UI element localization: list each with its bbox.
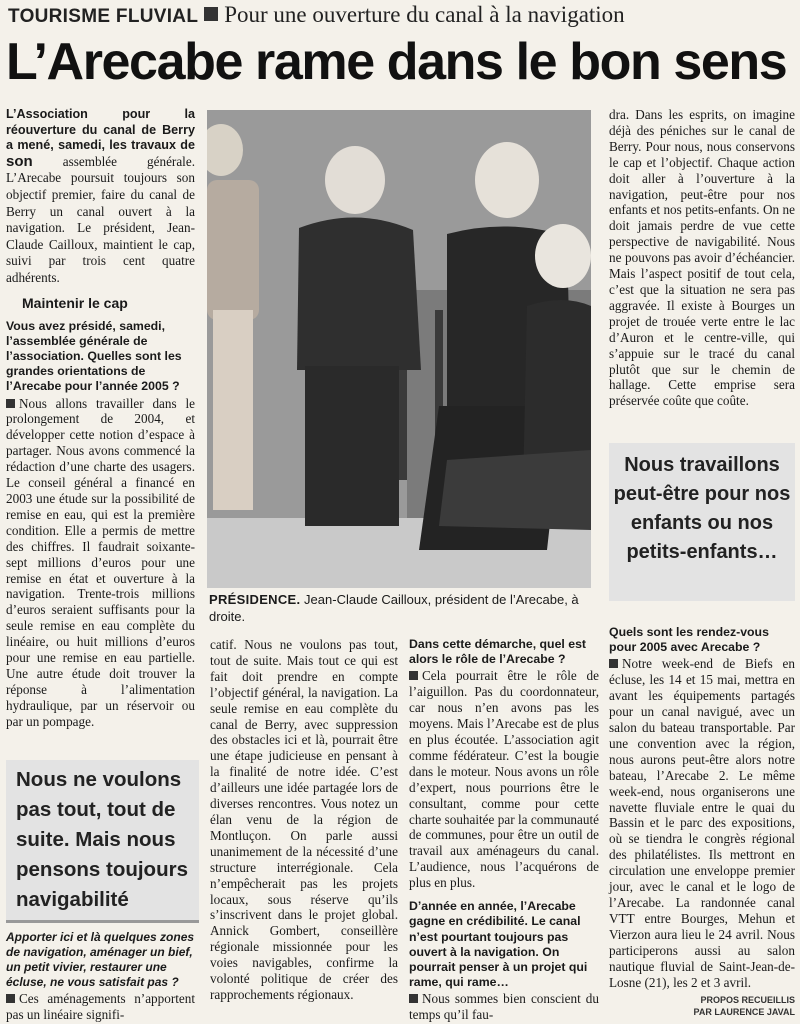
column-1-bottom: [6, 930, 195, 1024]
credit-line-1: PROPOS RECUEILLIS: [700, 995, 795, 1005]
answer-5: Notre week-end de Biefs en écluse, les 14 et 15 mai, mettra en avant les équipements partagés pour un canal navigué, avec un salon du bateau transportable. Par une convention avec la région, nous aurons peut-être alors notre bateau, l’Arecabe 2. Le même week-end, nous organiserons une navette fluviale entre le quai du Bassin et le parc des expositions, où se tiendra le congrès régional des philatélistes. Ils mettront en circulation une enveloppe premier jour, avec le canal et le logo de l’Arecabe. La randonnée canal VTT entre Bourges, Mehun et Vierzon aura lieu le 24 avril. Nous participerons aussi au salon nautique fluvial de Saint-Jean-de-Losne (21), les 2 et 3 avril.: [609, 656, 795, 990]
answer-4: Nous sommes bien conscient du temps qu’il fau-: [409, 991, 599, 1023]
square-bullet-icon: [609, 659, 618, 668]
column-3: [409, 637, 599, 1024]
section-tag: TOURISME FLUVIAL: [8, 6, 199, 27]
column-4-text: dra. Dans les esprits, on imagine déjà des péniches sur le canal de Berry. Pour nous, nous conservons le cap et l’objectif. Chaque action doit aller à l’ouverture à la navigation, peut-être pour nos enfants et nos petits-enfants. On ne doit jamais perdre de vue cette perspective de navigabilité. Nous ne pouvons pas avoir d’échéancier. Mais l’aspect positif de tout cela, c’est que la situation ne sera pas aggravée. Il existe à Bourges un projet de trouée verte entre le lac d’Auron et le centre-ville, qui s’appuie sur le tracé du canal plutôt que sur le chemin de hallage. Cette emprise sera préservée coûte que coûte.: [609, 107, 795, 409]
answer-2: Ces aménagements n’apportent pas un linéaire signifi-: [6, 991, 195, 1022]
credit-line-2: PAR LAURENCE JAVAL: [693, 1007, 795, 1017]
square-bullet-icon: [409, 671, 418, 680]
pull-quote-2: Nous travaillons peut-être pour nos enfants ou nos petits-enfants…: [609, 443, 795, 601]
photo-four-men: [207, 110, 591, 588]
square-bullet-icon: [409, 994, 418, 1003]
question-4: D’année en année, l’Arecabe gagne en crédibilité. Le canal n’est pourtant toujours pas ouvert à la navigation. On pourrait penser à un projet qui rame, qui rame…: [409, 899, 588, 990]
answer-3: Cela pourrait être le rôle de l’aiguillon. Pas du coordonnateur, car nous n’en avons pas les moyens. Mais l’Arecabe est de plus en plus écoutée. L’association agit comme fédérateur. C’est la bougie dans le moteur. Nous avons un rôle d’expert, nous pourrions être le consultant, comme pour cette charte souhaitée par la communauté de communes, pour être un outil de travail aux aménageurs du canal. L’audience, nous l’acquérons de plus en plus.: [409, 668, 599, 891]
square-bullet-icon: [204, 7, 218, 21]
lede: L’Association pour la réouverture du canal de Berry a mené, samedi, les travaux de son assemblée générale. L’Arecabe poursuit toujours son objectif premier, faire du canal de Berry un canal ouvert à la navigation. Le président, Jean-Claude Cailloux, maintient le cap, suivi par trois cent quatre adhérents.: [6, 107, 195, 285]
question-1: Vous avez présidé, samedi, l’assemblée générale de l’association. Quelles sont les grandes orientations de l’Arecabe pour l’année 2005 ?: [6, 318, 182, 394]
column-4-bottom: [609, 625, 795, 991]
pull-quote-1: Nous ne voulons pas tout, tout de suite. Mais nous pensons toujours navigabilité: [6, 760, 199, 923]
answer-1: Nous allons travailler dans le prolongement de 2004, et développer cette notion d’espace à partager. Nous avons commencé la rédaction d’une charte des usagers. Le conseil général a financé en 2003 une étude sur la possibilité de remise en eau, qui est la première condition. Elle a permis de mettre des chiffres. Il faudrait soixante-sept millions d’euros pour une remise en état et ouverture à la navigation. Trente-trois millions d’euros seraient suffisants pour la seule remise en eau complète du linéaire, ou huit millions d’euros pour une remise en eau partielle. Une autre étude doit trouver la réponse à l’alimentation hydraulique, par un réservoir ou par un pompage.: [6, 395, 195, 729]
headline: L’Arecabe rame dans le bon sens: [6, 33, 787, 91]
question-5: Quels sont les rendez-vous pour 2005 avec Arecabe ?: [609, 625, 769, 655]
square-bullet-icon: [6, 399, 15, 408]
column-4: [609, 107, 795, 410]
subheading: Maintenir le cap: [22, 294, 128, 311]
section-topic: Pour une ouverture du canal à la navigation: [224, 2, 625, 27]
column-2: [210, 637, 398, 1004]
column-2-text: catif. Nous ne voulons pas tout, tout de suite. Mais tout ce qui est fait doit prendre en compte l’objectif général, la navigation. La seule remise en eau complète du canal de Berry, avec suppression des obstacles ici et là, pourrait être une étape judicieuse en pensant à la finalité de notre idée. C’est d’ailleurs une idée partagée lors de diverses rencontres. Vous notez un élan venu de la région de Montluçon. On parle aussi unanimement de la nécessité d’une structure interrégionale. Cela n’empêcherait pas les projets locaux, sous réserve qu’ils s’inscrivent dans le projet global. Annick Gombert, conseillère régionale missionnée pour les voies navigables, confirme la volonté politique de créer des rapprochements régionaux.: [210, 637, 398, 1002]
question-2: Apporter ici et là quelques zones de navigation, aménager un bief, un petit vivier, restaurer une écluse, ne vous satisfait pas ?: [6, 930, 195, 989]
caption-label: PRÉSIDENCE.: [209, 592, 301, 607]
byline-credit: [609, 994, 795, 1018]
lede-bold-word: son: [6, 152, 33, 170]
photo-caption: [209, 591, 592, 625]
caption-text: Jean-Claude Cailloux, président de l’Arecabe, à droite.: [209, 592, 579, 624]
photo-illustration: [207, 110, 591, 588]
square-bullet-icon: [6, 994, 15, 1003]
section-kicker: [8, 2, 792, 32]
question-3: Dans cette démarche, quel est alors le rôle de l’Arecabe ?: [409, 637, 587, 667]
column-1: [6, 107, 195, 731]
